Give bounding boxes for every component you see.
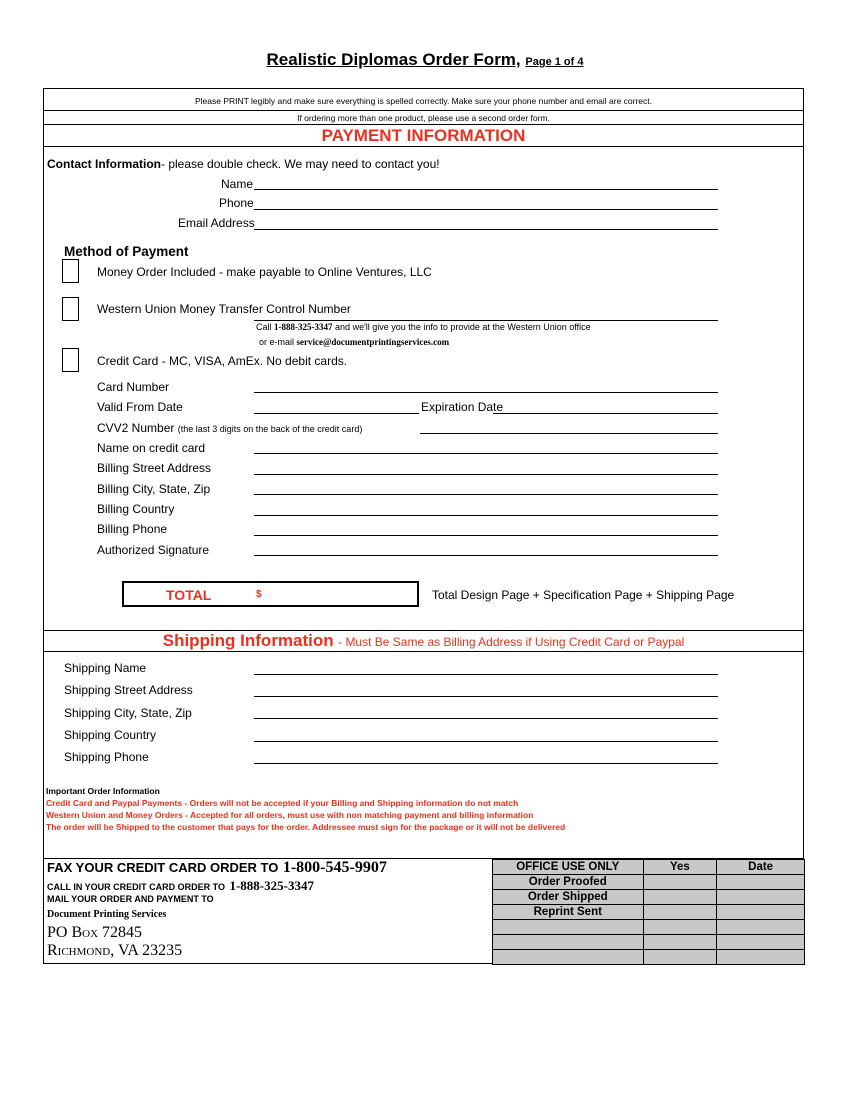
form-title-main: Realistic Diplomas Order Form,	[266, 50, 521, 69]
credit-card-label: Credit Card - MC, VISA, AmEx. No debit cards.	[97, 354, 348, 368]
billing-phone-label: Billing Phone	[97, 522, 168, 536]
valid-from-field[interactable]	[254, 413, 419, 414]
wu-call-post: and we'll give you the info to provide at the Western Union office	[335, 322, 591, 332]
important-line: Western Union and Money Orders - Accepted for all orders, must use with non matching payment and billing information	[46, 810, 534, 820]
call-line	[47, 877, 314, 895]
table-row	[493, 890, 805, 905]
name-field[interactable]	[254, 189, 718, 190]
office-row-label	[493, 920, 644, 935]
shipping-city-label: Shipping City, State, Zip	[64, 706, 192, 720]
cvv-label	[97, 421, 362, 435]
instruction-note: Please PRINT legibly and make sure everything is spelled correctly. Make sure your phone number and email are correct.	[194, 96, 652, 106]
shipping-name-label: Shipping Name	[64, 661, 147, 675]
shipping-heading-title: Shipping Information	[162, 631, 334, 650]
western-union-label: Western Union Money Transfer Control Number	[97, 302, 351, 316]
date-cell[interactable]	[717, 920, 805, 935]
shipping-street-field[interactable]	[254, 696, 718, 697]
total-currency: $	[256, 589, 262, 600]
yes-cell[interactable]	[643, 935, 717, 950]
date-cell[interactable]	[717, 905, 805, 920]
shipping-phone-field[interactable]	[254, 763, 718, 764]
table-row	[493, 935, 805, 950]
money-order-checkbox[interactable]	[62, 259, 79, 283]
billing-country-label: Billing Country	[97, 502, 175, 516]
card-name-label: Name on credit card	[97, 441, 206, 455]
table-row	[493, 920, 805, 935]
form-title	[0, 50, 850, 70]
divider	[43, 124, 804, 125]
office-use-table	[492, 859, 805, 965]
shipping-country-field[interactable]	[254, 741, 718, 742]
wu-email-pre: or e-mail	[259, 337, 295, 347]
cvv-label-text: CVV2 Number	[97, 421, 175, 435]
card-number-field[interactable]	[254, 392, 718, 393]
expiration-label: Expiration Date	[421, 400, 504, 414]
table-row	[493, 950, 805, 965]
phone-label: Phone	[219, 196, 254, 210]
table-row	[493, 860, 805, 875]
method-of-payment-heading: Method of Payment	[64, 244, 189, 259]
date-header: Date	[717, 860, 805, 875]
date-cell[interactable]	[717, 935, 805, 950]
payment-heading: PAYMENT INFORMATION	[321, 126, 526, 145]
po-box: PO Box 72845	[47, 924, 143, 941]
billing-city-field[interactable]	[254, 494, 718, 495]
yes-header: Yes	[643, 860, 717, 875]
contact-info-heading	[47, 157, 440, 171]
important-heading: Important Order Information	[46, 786, 160, 796]
cvv-note: (the last 3 digits on the back of the credit card)	[177, 424, 363, 434]
form-page-indicator: Page 1 of 4	[525, 56, 584, 68]
contact-info-bold: Contact Information	[47, 157, 161, 171]
card-name-field[interactable]	[254, 453, 718, 454]
fax-number: 1-800-545-9907	[282, 859, 387, 876]
date-cell[interactable]	[717, 890, 805, 905]
yes-cell[interactable]	[643, 905, 717, 920]
table-row	[493, 875, 805, 890]
call-label: CALL IN YOUR CREDIT CARD ORDER TO	[47, 882, 226, 892]
shipping-country-label: Shipping Country	[64, 728, 157, 742]
wu-phone: 1-888-325-3347	[274, 322, 333, 332]
billing-street-label: Billing Street Address	[97, 461, 212, 475]
shipping-heading-note: - Must Be Same as Billing Address if Using Credit Card or Paypal	[338, 635, 685, 649]
card-number-label: Card Number	[97, 380, 170, 394]
table-row	[493, 905, 805, 920]
phone-field[interactable]	[254, 209, 718, 210]
wu-email: service@documentprintingservices.com	[296, 337, 450, 347]
important-line: Credit Card and Paypal Payments - Orders will not be accepted if your Billing and Shipping information do not match	[46, 798, 519, 808]
western-union-checkbox[interactable]	[62, 297, 79, 321]
instruction-note: If ordering more than one product, please use a second order form.	[297, 113, 550, 123]
expiration-field[interactable]	[493, 413, 718, 414]
shipping-city-field[interactable]	[254, 718, 718, 719]
money-order-label: Money Order Included - make payable to Online Ventures, LLC	[97, 265, 432, 279]
name-label: Name	[221, 177, 254, 191]
western-union-control-field[interactable]	[254, 320, 718, 321]
total-label: TOTAL	[166, 587, 212, 603]
shipping-name-field[interactable]	[254, 674, 718, 675]
shipping-phone-label: Shipping Phone	[64, 750, 149, 764]
office-row-label: Order Shipped	[493, 890, 644, 905]
email-label: Email Address	[178, 216, 255, 230]
city-state-zip: Richmond, VA 23235	[47, 942, 183, 959]
email-field[interactable]	[254, 229, 718, 230]
western-union-email-note	[259, 337, 449, 347]
shipping-street-label: Shipping Street Address	[64, 683, 193, 697]
contact-info-note: - please double check. We may need to contact you!	[161, 157, 440, 171]
yes-cell[interactable]	[643, 950, 717, 965]
yes-cell[interactable]	[643, 920, 717, 935]
office-row-label: Reprint Sent	[493, 905, 644, 920]
shipping-heading	[43, 631, 804, 651]
fax-label: FAX YOUR CREDIT CARD ORDER TO	[47, 860, 279, 875]
office-row-label: Order Proofed	[493, 875, 644, 890]
yes-cell[interactable]	[643, 875, 717, 890]
company-name: Document Printing Services	[47, 909, 167, 920]
call-number: 1-888-325-3347	[229, 878, 314, 893]
wu-call-pre: Call	[256, 322, 272, 332]
divider	[43, 146, 804, 147]
yes-cell[interactable]	[643, 890, 717, 905]
divider	[43, 110, 804, 111]
total-note: Total Design Page + Specification Page + Shipping Page	[432, 588, 735, 602]
billing-country-field[interactable]	[254, 515, 718, 516]
office-row-label	[493, 950, 644, 965]
office-row-label	[493, 935, 644, 950]
date-cell[interactable]	[717, 875, 805, 890]
important-line: The order will be Shipped to the customer that pays for the order. Addressee must sign for the package or it will not be delivered	[46, 822, 566, 832]
date-cell[interactable]	[717, 950, 805, 965]
western-union-call-note	[256, 322, 591, 332]
fax-line	[47, 859, 387, 877]
cvv-field[interactable]	[420, 433, 718, 434]
credit-card-checkbox[interactable]	[62, 348, 79, 372]
billing-street-field[interactable]	[254, 474, 718, 475]
signature-label: Authorized Signature	[97, 543, 210, 557]
mail-label: MAIL YOUR ORDER AND PAYMENT TO	[47, 894, 214, 904]
office-use-header: OFFICE USE ONLY	[493, 860, 644, 875]
billing-city-label: Billing City, State, Zip	[97, 482, 211, 496]
divider	[43, 651, 804, 652]
signature-field[interactable]	[254, 555, 718, 556]
valid-from-label: Valid From Date	[97, 400, 183, 414]
billing-phone-field[interactable]	[254, 535, 718, 536]
